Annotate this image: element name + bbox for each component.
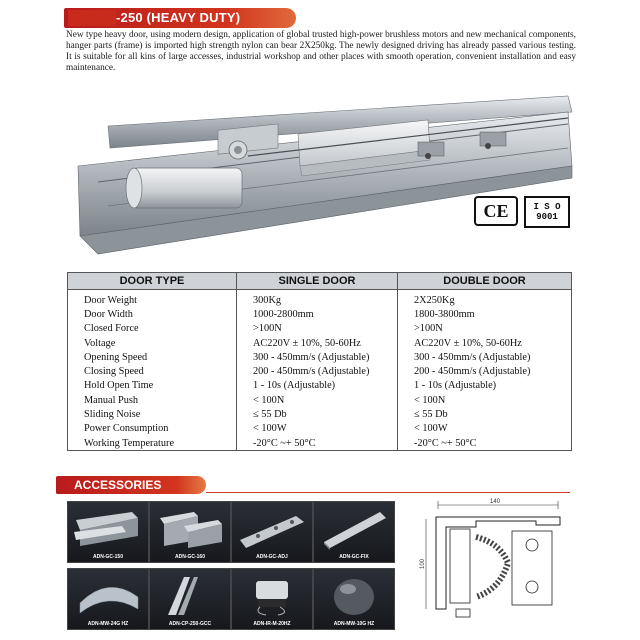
accessory-tile [313,568,395,630]
spec-double-value: < 100W [398,422,572,436]
accessory-label: ADN-MW-10G HZ [333,621,375,627]
title-banner [64,8,296,28]
accessory-tile [149,501,231,563]
adjust-plate-icon [236,506,308,550]
intro-paragraph: New type heavy door, using modern design, application of global trusted high-power brushless motors and new mechanical components, hanger parts (frame) is imported high strength nylon can bear 2X250kg. The newly designed driving has already passed various testing. It is suitable for all kins of large accesses, industrial workshop and other places with smooth operation, convenient installation and easy maintenance. [66,30,576,73]
spec-double-value: ≤ 55 Db [398,407,572,421]
accessory-tile [231,568,313,630]
spec-single-value: 300Kg [237,290,398,308]
spec-double-value: 200 - 450mm/s (Adjustable) [398,364,572,378]
accessory-tile [67,501,149,563]
spec-label: Closed Force [68,322,237,336]
spec-row [68,379,572,393]
spec-double-value: 300 - 450mm/s (Adjustable) [398,350,572,364]
spec-double-value: 1800-3800mm [398,307,572,321]
spec-single-value: ≤ 55 Db [237,407,398,421]
spec-row [68,322,572,336]
cover-profile-icon [154,573,226,617]
spec-single-value: 1000-2800mm [237,307,398,321]
spec-row [68,307,572,321]
accessory-tile [149,568,231,630]
spec-row [68,422,572,436]
spec-table [67,272,572,451]
dome-sensor-icon [318,573,390,617]
spec-single-value: < 100W [237,422,398,436]
accessory-label: ADN-GC-FIX [339,554,369,560]
accessory-tile [231,501,313,563]
spec-label: Closing Speed [68,364,237,378]
spec-double-value: 2X250Kg [398,290,572,308]
cross-section-drawing [416,497,576,629]
certification-badges [474,196,570,228]
spec-label: Power Consumption [68,422,237,436]
redacted-model-prefix [68,10,116,26]
page-title: -250 (HEAVY DUTY) [116,10,241,25]
accessory-label: ADN-CP-250-GCC [168,621,212,627]
ce-mark-icon: CE [474,196,518,226]
spec-double-value: < 100N [398,393,572,407]
spec-label: Door Width [68,307,237,321]
accessory-label: ADN-GC-150 [92,554,123,560]
spec-label: Hold Open Time [68,379,237,393]
spec-single-value: -20°C ~+ 50°C [237,436,398,451]
spec-label: Voltage [68,336,237,350]
spec-double-value: 1 - 10s (Adjustable) [398,379,572,393]
width-dimension: 140 [490,499,501,505]
spec-table-header [68,273,572,290]
spec-single-value: 300 - 450mm/s (Adjustable) [237,350,398,364]
spec-label: Working Temperature [68,436,237,451]
spec-label: Sliding Noise [68,407,237,421]
spec-single-value: >100N [237,322,398,336]
spec-double-value: >100N [398,322,572,336]
accessories-banner [56,476,206,494]
accessory-label: ADN-GC-ADJ [256,554,288,560]
infrared-sensor-icon [236,573,308,617]
height-dimension: 100 [420,558,426,569]
clamp-bracket-icon [154,506,226,550]
door-operator-illustration [68,86,576,266]
accessories-title: ACCESSORIES [74,478,162,492]
spec-single-value: AC220V ± 10%, 50-60Hz [237,336,398,350]
accessory-tile [313,501,395,563]
accessory-label: ADN-IR-M-20HZ [253,621,291,627]
spec-label: Door Weight [68,290,237,308]
iso-9001-icon [524,196,570,228]
accessory-label: ADN-GC-160 [174,554,205,560]
iso-number: 9001 [536,212,558,222]
spec-label: Manual Push [68,393,237,407]
spec-row [68,350,572,364]
iso-label: I S O [533,202,561,212]
microwave-sensor-icon [72,573,144,617]
accessory-tile [67,568,149,630]
spec-row [68,336,572,350]
rail-profile-icon [72,506,144,550]
accessories-divider [206,492,570,493]
spec-row [68,407,572,421]
spec-single-value: 200 - 450mm/s (Adjustable) [237,364,398,378]
spec-row [68,436,572,451]
spec-row [68,364,572,378]
spec-label: Opening Speed [68,350,237,364]
col-single-door: SINGLE DOOR [237,273,398,290]
col-double-door: DOUBLE DOOR [398,273,572,290]
accessory-label: ADN-MW-24G HZ [87,621,129,627]
spec-single-value: < 100N [237,393,398,407]
spec-row [68,290,572,308]
spec-double-value: AC220V ± 10%, 50-60Hz [398,336,572,350]
spec-double-value: -20°C ~+ 50°C [398,436,572,451]
col-door-type: DOOR TYPE [68,273,237,290]
spec-single-value: 1 - 10s (Adjustable) [237,379,398,393]
spec-row [68,393,572,407]
fix-bar-icon [318,506,390,550]
